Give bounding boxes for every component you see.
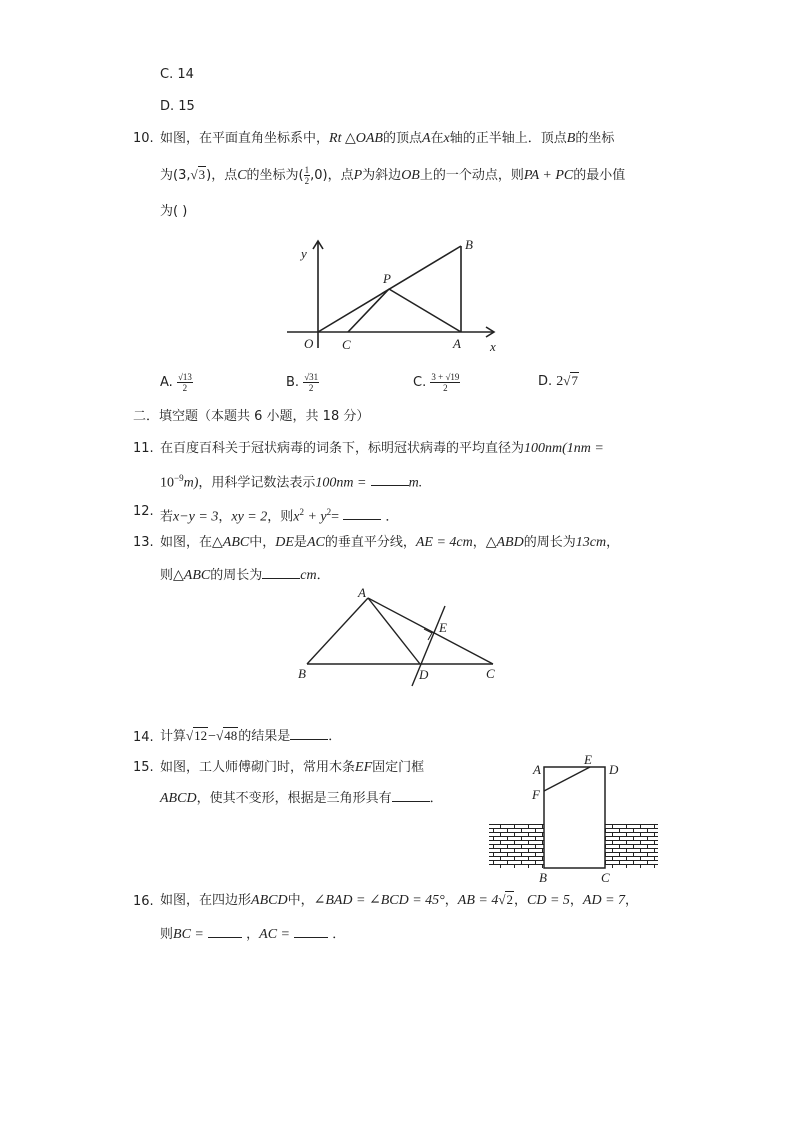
q15-line-1: 如图，工人师傅砌门时，常用木条EF固定门框 bbox=[160, 760, 425, 775]
q13-triangle-figure bbox=[294, 584, 509, 690]
label-x: x bbox=[490, 339, 496, 354]
q10-line-3: 为( ) bbox=[160, 204, 188, 219]
q10-option-d: D. 2√7 bbox=[538, 373, 578, 389]
q13-number: 13. bbox=[133, 535, 154, 550]
q14-number: 14. bbox=[133, 730, 154, 745]
q16-line-1: 如图，在四边形ABCD中，∠BAD = ∠BCD = 45°，AB = 4√2，CD = 5，AD = 7， bbox=[160, 892, 639, 908]
sqrt-symbol: √3 bbox=[190, 167, 206, 182]
q11-line-1: 在百度百科关于冠状病毒的词条下，标明冠状病毒的平均直径为100nm(1nm = bbox=[160, 441, 604, 456]
q10-number: 10. bbox=[133, 131, 154, 146]
label-B: B bbox=[465, 237, 473, 252]
q12-line: 若x−y = 3，xy = 2，则$x^2 + y^2=$ ． bbox=[160, 507, 399, 525]
q10-coordinate-figure bbox=[282, 236, 512, 356]
label-C: C bbox=[342, 337, 351, 352]
q15-answer-blank[interactable] bbox=[392, 789, 430, 802]
right-brick-wall bbox=[605, 824, 658, 868]
label-C: C bbox=[601, 870, 610, 885]
label-E: E bbox=[439, 620, 447, 635]
q15-door-figure bbox=[486, 752, 661, 887]
q14-answer-blank[interactable] bbox=[290, 727, 328, 740]
left-brick-wall bbox=[489, 824, 544, 868]
q11-answer-blank[interactable] bbox=[371, 473, 409, 486]
label-A: A bbox=[453, 336, 461, 351]
section-heading: 二．填空题（本题共 6 小题，共 18 分） bbox=[133, 409, 370, 424]
label-F: F bbox=[532, 787, 540, 802]
q11-line-2: $10^{-9}m$)，用科学记数法表示100nm = m. bbox=[160, 473, 423, 491]
q16-bc-blank[interactable] bbox=[208, 925, 242, 938]
q11-number: 11. bbox=[133, 441, 154, 456]
q13-answer-blank[interactable] bbox=[262, 566, 300, 579]
q10-line-1: 如图，在平面直角坐标系中，Rt △OAB的顶点A在x轴的正半轴上．顶点B的坐标 bbox=[160, 131, 615, 146]
q12-answer-blank[interactable] bbox=[343, 507, 381, 520]
label-E: E bbox=[584, 752, 592, 767]
fraction-one-half: $\frac{1}{2}$ bbox=[304, 165, 310, 186]
q10-option-c: C. $\frac{3 + √19}{2}$ bbox=[413, 372, 460, 393]
label-C: C bbox=[486, 666, 495, 681]
q16-number: 16. bbox=[133, 894, 154, 909]
label-D: D bbox=[419, 667, 429, 682]
q15-number: 15. bbox=[133, 760, 154, 775]
label-A: A bbox=[358, 585, 366, 600]
q9-option-d: D. 15 bbox=[160, 99, 195, 114]
q16-line-2: 则BC = ，AC = ． bbox=[160, 927, 346, 942]
label-B: B bbox=[298, 666, 306, 681]
q10-line-2: 为(3,√3)，点C的坐标为( $\frac{1}{2}$ ,0)，点P为斜边OB上的一个动点，则PA + PC的最小值 bbox=[160, 165, 626, 186]
q12-number: 12. bbox=[133, 504, 154, 519]
q13-line-1: 如图，在△ABC中，DE是AC的垂直平分线，AE = 4cm，△ABD的周长为13cm， bbox=[160, 535, 620, 550]
q10-option-b: B. $\frac{√31}{2}$ bbox=[286, 372, 319, 393]
q13-line-2: 则△ABC的周长为 cm． bbox=[160, 568, 330, 583]
q10-option-a: A. $\frac{√13}{2}$ bbox=[160, 372, 192, 393]
label-A: A bbox=[533, 762, 541, 777]
q16-ac-blank[interactable] bbox=[294, 925, 328, 938]
label-P: P bbox=[383, 271, 391, 286]
q9-option-c: C. 14 bbox=[160, 67, 194, 82]
label-D: D bbox=[609, 762, 619, 777]
label-O: O bbox=[304, 336, 314, 351]
label-y: y bbox=[301, 246, 307, 261]
label-B: B bbox=[539, 870, 547, 885]
q14-line: 计算√12−√48的结果是 ． bbox=[160, 728, 342, 744]
q15-line-2: ABCD，使其不变形，根据是三角形具有 ． bbox=[160, 791, 443, 806]
